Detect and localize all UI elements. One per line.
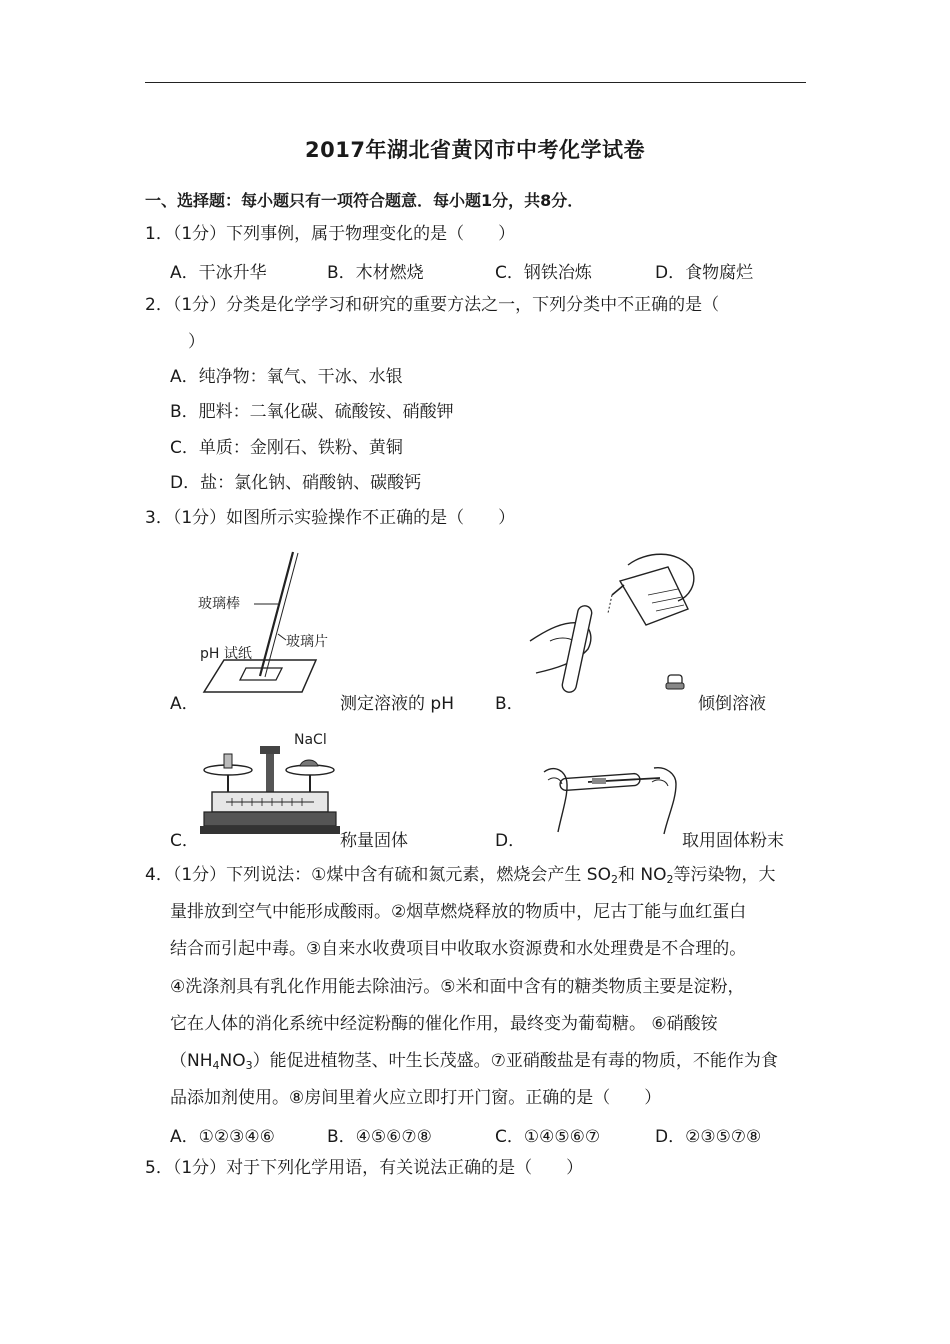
q2-option-a: A．纯净物：氧气、干冰、水银 xyxy=(170,367,403,387)
q1-option-d: D．食物腐烂 xyxy=(655,263,754,283)
q3-c-letter: C． xyxy=(170,831,199,851)
reagent-bottle xyxy=(620,567,688,625)
balance-pointer-top xyxy=(260,746,280,754)
q3-b-caption: 倾倒溶液 xyxy=(698,694,766,714)
q3-a-letter: A． xyxy=(170,694,199,714)
label-nacl: NaCl xyxy=(294,732,327,748)
nacl-pile xyxy=(300,760,318,766)
pouring-figure xyxy=(528,545,700,700)
label-ph-paper: pH 试纸 xyxy=(200,646,252,662)
q3-d-caption: 取用固体粉末 xyxy=(682,831,784,851)
ph-test-figure xyxy=(190,548,350,698)
q2-stem-cont: ） xyxy=(188,332,205,352)
q4-line-2: 量排放到空气中能形成酸雨。②烟草燃烧释放的物质中，尼古丁能与血红蛋白 xyxy=(170,902,747,922)
weight xyxy=(224,754,232,768)
q4-option-d: D．②③⑤⑦⑧ xyxy=(655,1127,762,1147)
q5-stem: 5．（1分）对于下列化学用语，有关说法正确的是（ ） xyxy=(145,1158,584,1178)
q4-line-3: 结合而引起中毒。③自来水收费项目中收取水资源费和水处理费是不合理的。 xyxy=(170,939,747,959)
label-glass-plate: 玻璃片 xyxy=(286,634,328,650)
header-rule xyxy=(145,82,806,83)
balance-figure xyxy=(198,726,343,838)
powder-figure xyxy=(540,760,682,840)
q2-option-c: C．单质：金刚石、铁粉、黄铜 xyxy=(170,438,403,458)
q1-option-a: A．干冰升华 xyxy=(170,263,267,283)
q1-option-b: B．木材燃烧 xyxy=(327,263,424,283)
q2-stem: 2．（1分）分类是化学学习和研究的重要方法之一，下列分类中不正确的是（ xyxy=(145,295,720,315)
q1-stem: 1．（1分）下列事例，属于物理变化的是（ ） xyxy=(145,224,516,244)
q3-d-letter: D． xyxy=(495,831,526,851)
q3-c-caption: 称量固体 xyxy=(340,831,408,851)
q4-line-6: $(NH_4NO_3)$能促进植物茎、叶生长茂盛。⑦亚硝酸盐是有毒的物质，不能作为食 xyxy=(170,1051,778,1072)
glass-rod xyxy=(260,552,293,676)
q4-option-a: A．①②③④⑥ xyxy=(170,1127,275,1147)
q4-line-1: 4．（1分）下列说法：①煤中含有硫和氮元素，燃烧会产生 $SO_2$和 $NO_2$等污染物，大 xyxy=(145,865,776,886)
q3-stem: 3．（1分）如图所示实验操作不正确的是（ ） xyxy=(145,508,516,528)
q3-b-letter: B． xyxy=(495,694,524,714)
glass-rod-edge xyxy=(265,553,298,677)
label-glass-rod: 玻璃棒 xyxy=(198,596,240,612)
q3-a-caption: 测定溶液的 pH xyxy=(340,694,454,714)
q4-line-4: ④洗涤剂具有乳化作用能去除油污。⑤米和面中含有的糖类物质主要是淀粉， xyxy=(170,977,745,997)
q1-option-c: C．钢铁冶炼 xyxy=(495,263,592,283)
q4-option-b: B．④⑤⑥⑦⑧ xyxy=(327,1127,432,1147)
q2-option-d: D．盐：氯化钠、硝酸钠、碳酸钙 xyxy=(170,473,422,493)
q4-line-7: 品添加剂使用。⑧房间里着火应立即打开门窗。正确的是（ ） xyxy=(170,1088,662,1108)
page-title: 2017年湖北省黄冈市中考化学试卷 xyxy=(305,138,645,162)
section-heading: 一、选择题：每小题只有一项符合题意．每小题1分，共8分． xyxy=(145,191,584,210)
q4-option-c: C．①④⑤⑥⑦ xyxy=(495,1127,601,1147)
q4-line-5: 它在人体的消化系统中经淀粉酶的催化作用，最终变为葡萄糖。 ⑥硝酸铵 xyxy=(170,1014,718,1034)
q2-option-b: B．肥料：二氧化碳、硫酸铵、硝酸钾 xyxy=(170,402,454,422)
balance-base xyxy=(204,812,336,826)
